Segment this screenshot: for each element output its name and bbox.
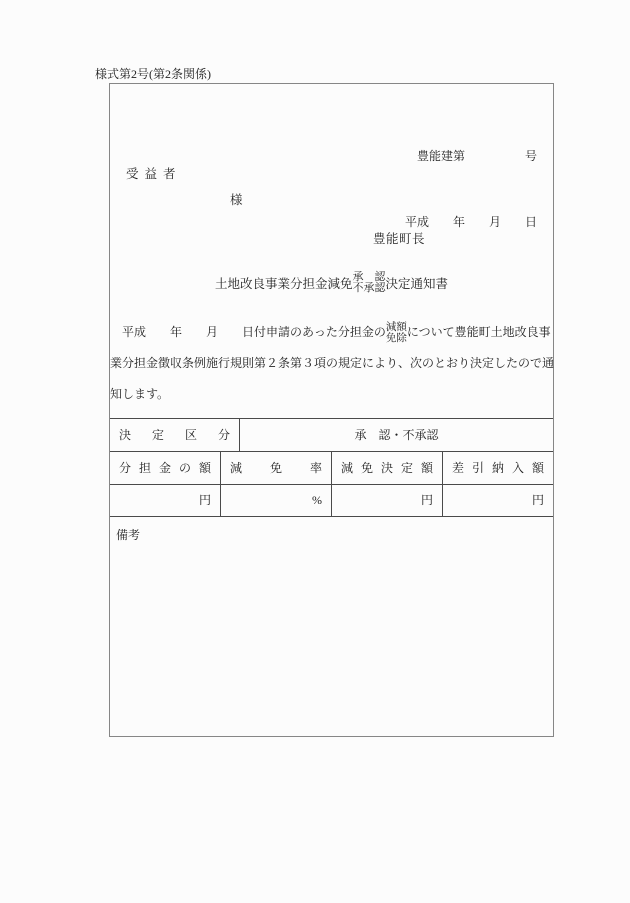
- header-cell-reduction-decided-amount: 減免決定額: [331, 452, 442, 484]
- body-paragraph: [110, 317, 553, 410]
- title-pre: 土地改良事業分担金減免: [214, 277, 353, 291]
- unit-cell-balance-due: 円: [442, 485, 553, 516]
- mayor-label: 豊能町長: [373, 232, 426, 246]
- amount-header-row: [110, 451, 553, 484]
- date-line: 平成 年 月 日: [404, 215, 537, 229]
- beneficiary-label: 受益者: [126, 167, 182, 181]
- title-post: 決定通知書: [385, 277, 449, 291]
- reduction-choice-stack: [386, 322, 407, 344]
- approval-choice-stack: [353, 272, 386, 295]
- header-cell-reduction-rate: 減免率: [220, 452, 331, 484]
- decision-category-label-cell: 決定区分: [119, 428, 230, 442]
- approval-stack-top: 承 認: [352, 270, 386, 283]
- paragraph-line1-post: について豊能町土地改良事: [406, 325, 551, 339]
- paragraph-line1-pre: 平成 年 月 日付申請のあった分担金の: [110, 325, 386, 339]
- reduction-stack-bottom: 免除: [385, 332, 407, 344]
- remarks-cell: [110, 516, 553, 736]
- remarks-label: 備考: [116, 528, 141, 542]
- decision-table: [110, 418, 553, 736]
- header-cell-levy-amount: 分担金の額: [119, 461, 211, 475]
- unit-cell-reduction-rate: %: [220, 485, 331, 516]
- decision-row: [110, 418, 553, 451]
- unit-cell-reduction-decided-amount: 円: [331, 485, 442, 516]
- document-frame: [109, 83, 554, 737]
- honorific-label: 様: [230, 193, 243, 207]
- reduction-stack-top: 減額: [385, 321, 407, 333]
- paragraph-line-3: 知します。: [110, 387, 170, 401]
- amount-unit-row: [110, 484, 553, 516]
- doc-number-line: 豊能建第 号: [416, 149, 537, 163]
- decision-value-cell: 承 認・不承認: [239, 419, 553, 451]
- paragraph-line-2: 業分担金徴収条例施行規則第２条第３項の規定により、次のとおり決定したので通: [110, 356, 555, 370]
- document-header: [405, 101, 537, 277]
- header-cell-balance-due: 差引納入額: [442, 452, 553, 484]
- form-number-label: 様式第2号(第2条関係): [95, 67, 211, 81]
- paragraph-line-1: [110, 317, 553, 348]
- document-title: [110, 271, 553, 295]
- unit-cell-levy-amount: 円: [198, 493, 211, 507]
- approval-stack-bottom: 不承認: [352, 282, 386, 294]
